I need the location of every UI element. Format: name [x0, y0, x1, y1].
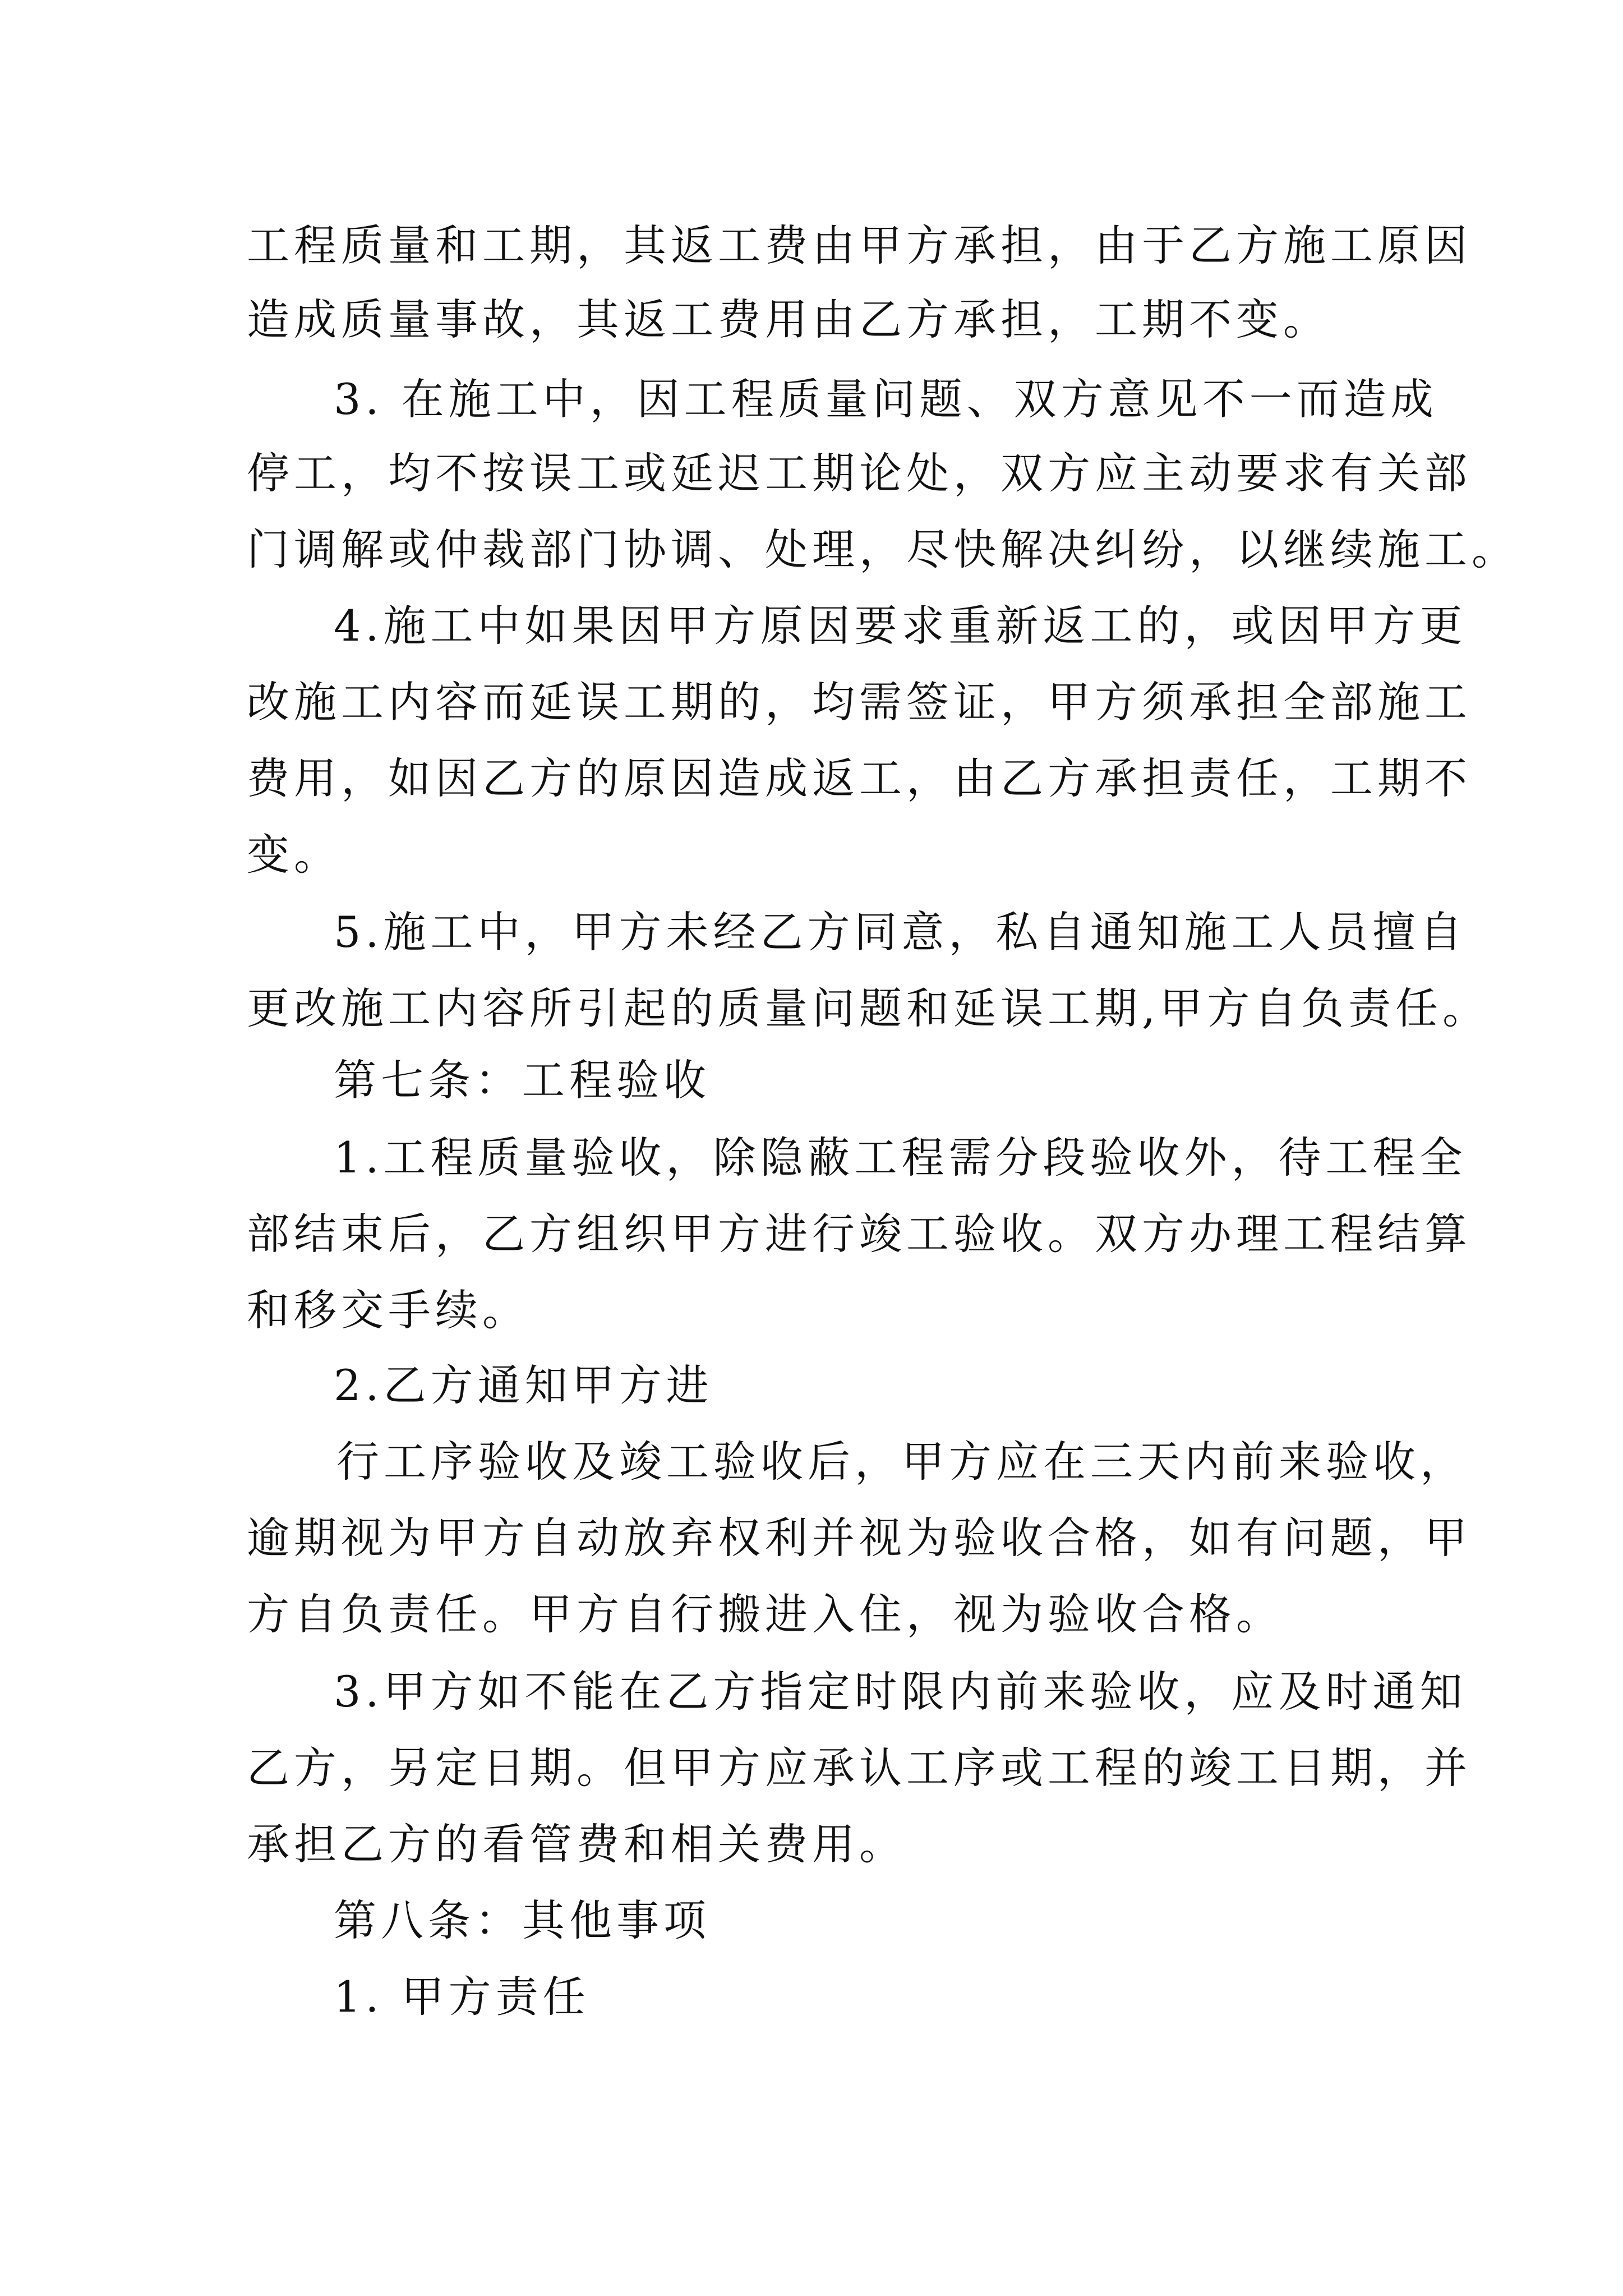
text-line: 停工，均不按误工或延迟工期论处，双方应主动要求有关部 — [247, 448, 1472, 498]
text-line: 方自负责任。甲方自行搬进入住，视为验收合格。 — [247, 1589, 1283, 1639]
text-line: 承担乙方的看管费和相关费用。 — [247, 1819, 906, 1869]
text-line: 逾期视为甲方自动放弃权利并视为验收合格，如有问题，甲 — [247, 1513, 1472, 1563]
text-line: 造成质量事故，其返工费用由乙方承担，工期不变。 — [247, 295, 1330, 344]
paragraph-8-1-line: 1. 甲方责任 — [334, 1972, 590, 2022]
text-line: 费用，如因乙方的原因造成返工，由乙方承担责任，工期不 — [247, 753, 1472, 803]
text-line: 部结束后，乙方组织甲方进行竣工验收。双方办理工程结算 — [247, 1209, 1472, 1259]
text-line: 更改施工内容所引起的质量问题和延误工期,甲方自负责任。 — [247, 983, 1490, 1033]
section-heading-article-7: 第七条：工程验收 — [334, 1055, 711, 1105]
text-line: 乙方，另定日期。但甲方应承认工序或工程的竣工日期，并 — [247, 1743, 1472, 1793]
text-line: 改施工内容而延误工期的，均需签证，甲方须承担全部施工 — [247, 677, 1472, 727]
paragraph-4-line: 4.施工中如果因甲方原因要求重新返工的，或因甲方更 — [334, 601, 1467, 651]
section-heading-article-8: 第八条：其他事项 — [334, 1895, 711, 1945]
paragraph-7-3-line: 3.甲方如不能在乙方指定时限内前来验收，应及时通知 — [334, 1667, 1467, 1717]
paragraph-3-line: 3. 在施工中，因工程质量问题、双方意见不一而造成 — [334, 374, 1438, 424]
text-line: 门调解或仲裁部门协调、处理，尽快解决纠纷，以继续施工。 — [247, 524, 1519, 574]
paragraph-7-1-line: 1.工程质量验收，除隐蔽工程需分段验收外，待工程全 — [334, 1133, 1467, 1182]
text-line: 变。 — [247, 830, 341, 880]
text-line: 和移交手续。 — [247, 1285, 529, 1335]
paragraph-5-line: 5.施工中，甲方未经乙方同意，私自通知施工人员擅自 — [334, 907, 1467, 957]
text-line: 工程质量和工期，其返工费由甲方承担，由于乙方施工原因 — [247, 220, 1472, 270]
text-line: 行工序验收及竣工验收后，甲方应在三天内前来验收， — [336, 1437, 1467, 1487]
paragraph-7-2-line: 2.乙方通知甲方进 — [334, 1360, 713, 1410]
